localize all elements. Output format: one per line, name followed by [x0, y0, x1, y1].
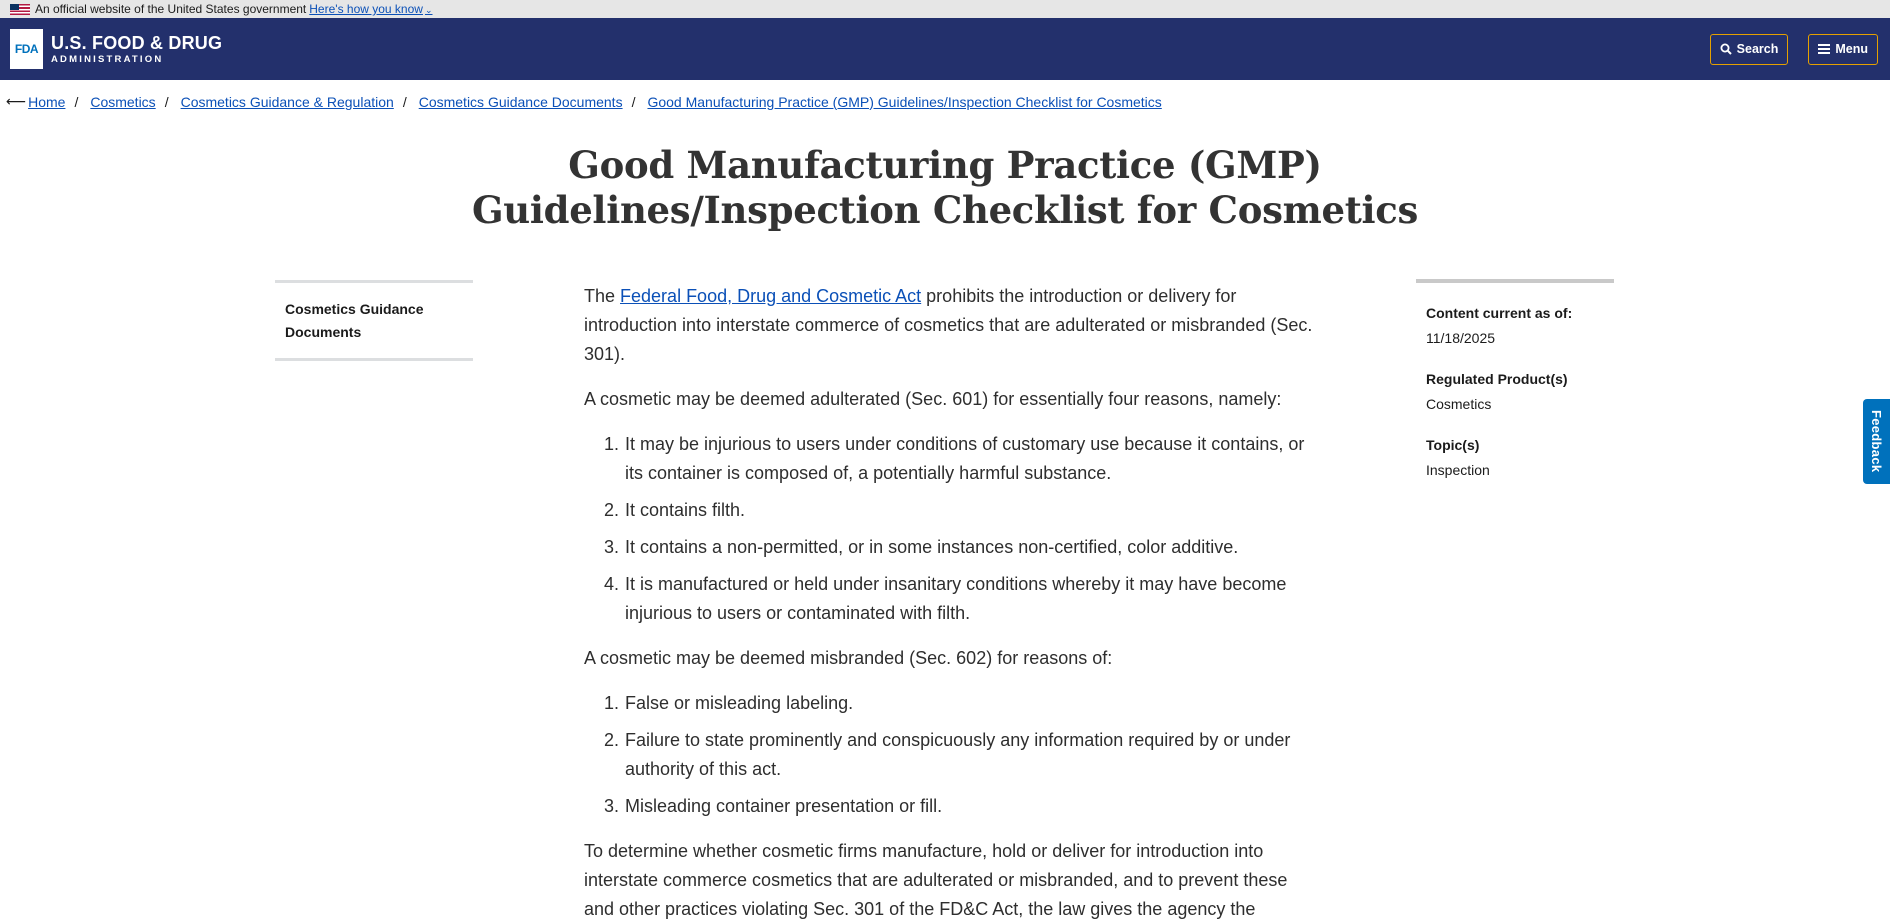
page-title [0, 143, 1890, 233]
side-nav-item-cosmetics-guidance-documents[interactable] [285, 298, 463, 344]
list-item: 4. It is manufactured or held under insanitary conditions whereby it may have become injurious to users or contaminated with filth. [624, 570, 1314, 628]
page-title-line1: Good Manufacturing Practice (GMP) [568, 143, 1322, 187]
logo-line1: U.S. FOOD & DRUG [51, 32, 223, 53]
breadcrumb-separator: / [164, 93, 169, 110]
topics-label: Topic(s) [1426, 437, 1480, 453]
list-item: 3. It contains a non-permitted, or in some instances non-certified, color additive. [624, 533, 1314, 562]
list-item: 1. It may be injurious to users under conditions of customary use because it contains, or its container is composed of, a potentially harmful substance. [624, 430, 1314, 488]
side-nav-item-line1: Cosmetics Guidance [285, 301, 424, 317]
regulated-products-label: Regulated Product(s) [1426, 371, 1568, 387]
intro-suffix: prohibits the introduction or delivery for introduction into interstate commerce of cosmetics that are adulterated or misbranded (Sec. 301). [584, 286, 1313, 364]
breadcrumb-separator: / [631, 93, 636, 110]
menu-button-label: Menu [1835, 42, 1868, 56]
intro-prefix: The [584, 286, 621, 306]
breadcrumb-separator: / [74, 93, 79, 110]
site-header [0, 18, 1890, 80]
regulated-products-value: Cosmetics [1426, 396, 1492, 412]
list-item: 1. False or misleading labeling. [624, 689, 1314, 718]
breadcrumb-separator: / [402, 93, 407, 110]
breadcrumb-home[interactable]: Home [28, 93, 66, 110]
list-item: 3. Misleading container presentation or fill. [624, 792, 1314, 821]
heres-how-you-know-label: Here's how you know [309, 2, 423, 16]
side-nav [275, 280, 473, 361]
fdc-act-link[interactable]: Federal Food, Drug and Cosmetic Act [620, 286, 922, 306]
search-icon [1720, 43, 1732, 55]
breadcrumb-guidance-regulation[interactable]: Cosmetics Guidance & Regulation [180, 93, 394, 110]
breadcrumb-guidance-documents[interactable]: Cosmetics Guidance Documents [418, 93, 623, 110]
breadcrumb [6, 93, 1162, 110]
header-buttons [1710, 34, 1878, 65]
feedback-label: Feedback [1869, 410, 1884, 473]
fda-logo-icon: FDA [10, 29, 43, 69]
feedback-button[interactable] [1863, 399, 1890, 484]
fda-logo-link[interactable] [10, 29, 222, 69]
official-gov-banner [0, 0, 1890, 18]
menu-button[interactable] [1808, 34, 1878, 65]
fda-wordmark [51, 34, 222, 65]
breadcrumb-current-page[interactable]: Good Manufacturing Practice (GMP) Guidelines/Inspection Checklist for Cosmetics [647, 93, 1162, 110]
topics-value: Inspection [1426, 462, 1490, 478]
page-metadata-sidebar [1416, 279, 1614, 501]
gov-banner-text: An official website of the United States government [35, 2, 307, 16]
us-flag-icon [10, 4, 30, 15]
back-arrow-icon: ⟵ [6, 93, 27, 109]
list-item: 2. Failure to state prominently and conspicuously any information required by or under authority of this act. [624, 726, 1314, 784]
hamburger-menu-icon [1818, 44, 1830, 54]
main-content [584, 282, 1314, 924]
misbranded-intro: A cosmetic may be deemed misbranded (Sec. 602) for reasons of: [584, 648, 1113, 668]
search-button[interactable] [1710, 34, 1789, 65]
chevron-down-icon: ⌄ [424, 5, 433, 15]
determination-paragraph: To determine whether cosmetic firms manufacture, hold or deliver for introduction into interstate commerce cosmetics that are adulterated or misbranded, and to prevent these and other practices violating Sec. 301 of the FD&C Act, the law gives the agency the [584, 841, 1288, 919]
logo-line2: ADMINISTRATION [51, 53, 164, 65]
search-button-label: Search [1736, 42, 1779, 56]
intro-paragraph [584, 282, 1314, 369]
breadcrumb-cosmetics[interactable]: Cosmetics [90, 93, 156, 110]
heres-how-you-know-link[interactable] [309, 2, 432, 16]
list-item: 2. It contains filth. [624, 496, 1314, 525]
adulterated-list [624, 430, 1314, 628]
content-current-label: Content current as of: [1426, 305, 1573, 321]
side-nav-item-line2: Documents [285, 324, 362, 340]
content-current-date: 11/18/2025 [1426, 330, 1496, 346]
misbranded-list [624, 689, 1314, 821]
page-title-line2: Guidelines/Inspection Checklist for Cosmetics [471, 188, 1419, 232]
adulterated-intro: A cosmetic may be deemed adulterated (Sec. 601) for essentially four reasons, namely: [584, 389, 1282, 409]
